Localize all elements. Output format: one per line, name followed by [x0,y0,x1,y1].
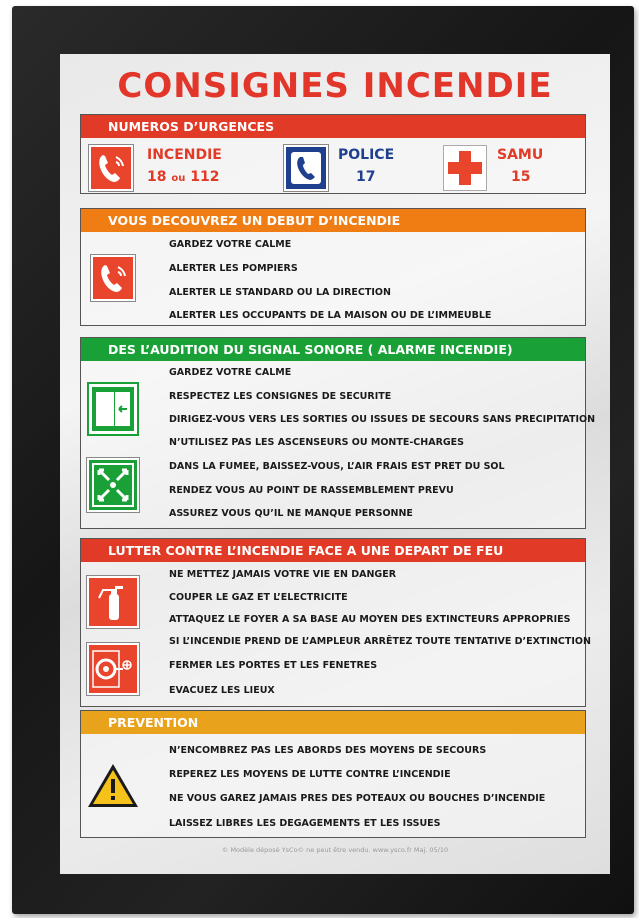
fire-phone-icon [91,255,135,301]
incendie-or: ou [171,173,186,184]
instruction-line: GARDEZ VOTRE CALME [169,367,292,378]
police-label: POLICE [338,147,395,163]
instruction-line: DANS LA FUMEE, BAISSEZ-VOUS, L’AIR FRAIS EST PRET DU SOL [169,461,505,472]
instruction-line: ATTAQUEZ LE FOYER A SA BASE AU MOYEN DES EXTINCTEURS APPROPRIES [169,614,571,625]
instruction-line: COUPER LE GAZ ET L’ELECTRICITE [169,592,348,603]
section-fight-fire [80,538,591,707]
instruction-line: ALERTER LES OCCUPANTS DE LA MAISON OU DE L’IMMEUBLE [169,310,492,321]
police-number: 17 [356,169,376,185]
instruction-line: LAISSEZ LIBRES LES DEGAGEMENTS ET LES ISSUES [169,818,441,829]
section-emergency-numbers [80,114,586,194]
poster-title: CONSIGNES INCENDIE [117,66,553,106]
instruction-line: N’UTILISEZ PAS LES ASCENSEURS OU MONTE-CHARGES [169,437,465,448]
instruction-line: REPEREZ LES MOYENS DE LUTTE CONTRE L’INCENDIE [169,769,451,780]
instruction-line: FERMER LES PORTES ET LES FENETRES [169,660,378,671]
assembly-point-icon [87,458,139,512]
instruction-line: RESPECTEZ LES CONSIGNES DE SECURITE [169,391,392,402]
medical-cross-icon [443,145,487,191]
instruction-line: NE VOUS GAREZ JAMAIS PRES DES POTEAUX OU BOUCHES D’INCENDIE [169,793,546,804]
instruction-line: DIRIGEZ-VOUS VERS LES SORTIES OU ISSUES DE SECOURS SANS PRECIPITATION [169,414,596,425]
samu-number: 15 [511,169,531,185]
incendie-number [147,169,219,185]
fire-extinguisher-icon [87,576,139,628]
incendie-label: INCENDIE [147,147,222,163]
instruction-line: GARDEZ VOTRE CALME [169,239,292,250]
incendie-number-18: 18 [147,169,167,185]
emergency-exit-icon [87,382,139,436]
section-header: PREVENTION [81,711,585,734]
section-header: LUTTER CONTRE L’INCENDIE FACE A UNE DEPART DE FEU [81,539,585,562]
emergency-incendie [89,145,239,191]
copyright-footer: © Modèle déposé YsCo© ne peut être vendu. www.ysco.fr Maj. 05/10 [221,846,449,854]
instruction-line: EVACUEZ LES LIEUX [169,685,275,696]
section-header: VOUS DECOUVREZ UN DEBUT D’INCENDIE [81,209,585,232]
instruction-line: NE METTEZ JAMAIS VOTRE VIE EN DANGER [169,569,397,580]
instruction-line: ALERTER LE STANDARD OU LA DIRECTION [169,287,391,298]
instruction-line: RENDEZ VOUS AU POINT DE RASSEMBLEMENT PREVU [169,485,454,496]
warning-triangle-icon [85,761,141,811]
section-prevention [80,710,586,838]
emergency-samu [443,145,583,191]
police-phone-icon [284,145,328,191]
section-alarm [80,337,596,529]
instruction-line: ALERTER LES POMPIERS [169,263,298,274]
fire-phone-icon [89,145,133,191]
emergency-police [284,145,424,191]
instruction-line: ASSUREZ VOUS QU’IL NE MANQUE PERSONNE [169,508,413,519]
section-header: NUMEROS D’URGENCES [81,115,585,138]
instruction-line: N’ENCOMBREZ PAS LES ABORDS DES MOYENS DE SECOURS [169,745,487,756]
poster-frame [12,6,634,914]
instruction-line: SI L’INCENDIE PREND DE L’AMPLEUR ARRÊTEZ TOUTE TENTATIVE D’EXTINCTION [169,636,591,647]
fire-instructions-poster [60,54,610,874]
fire-hose-icon [87,643,139,695]
incendie-number-112: 112 [190,169,220,185]
samu-label: SAMU [497,147,544,163]
section-discover-fire [80,208,586,326]
section-header: DES L’AUDITION DU SIGNAL SONORE ( ALARME INCENDIE) [81,338,585,361]
